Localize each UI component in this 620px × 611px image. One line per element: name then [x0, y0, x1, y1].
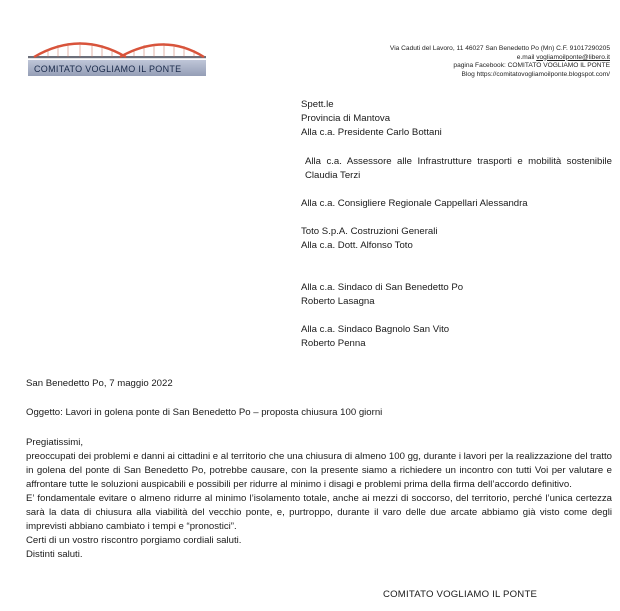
recipient-line: Alla c.a. Presidente Carlo Bottani [301, 127, 442, 138]
recipient-assessore: Alla c.a. Assessore alle Infrastrutture trasporti e mobilità sostenibile Claudia Terzi [305, 156, 612, 181]
committee-logo [28, 36, 208, 78]
header-email-line [340, 54, 610, 63]
letter-body [26, 436, 612, 562]
recipient-line: Provincia di Mantova [301, 113, 391, 124]
header-blog[interactable]: Blog https://comitatovogliamoilponte.blogspot.com/ [461, 70, 610, 78]
recipient-sindaco-sbp [301, 281, 463, 309]
recipient-provincia [301, 98, 442, 140]
recipient-line: Alla c.a. Dott. Alfonso Toto [301, 240, 413, 251]
recipient-toto [301, 225, 438, 253]
letter-greeting: Pregiatissimi, [26, 437, 84, 448]
recipient-consigliere: Alla c.a. Consigliere Regionale Cappellari Alessandra [301, 198, 528, 209]
header-email-link[interactable]: vogliamoilponte@libero.it [536, 53, 610, 61]
logo-text: COMITATO VOGLIAMO IL PONTE [34, 64, 182, 74]
letter-closing: Distinti saluti. [26, 549, 83, 560]
letter-paragraph: Certi di un vostro riscontro porgiamo cordiali saluti. [26, 535, 242, 546]
recipient-line: Roberto Penna [301, 338, 366, 349]
letter-date: San Benedetto Po, 7 maggio 2022 [26, 378, 173, 389]
letter-signature: COMITATO VOGLIAMO IL PONTE [383, 589, 538, 600]
recipient-line: Alla c.a. Sindaco Bagnolo San Vito [301, 324, 450, 335]
recipient-line: Toto S.p.A. Costruzioni Generali [301, 226, 438, 237]
header-address: Via Caduti del Lavoro, 11 46027 San Benedetto Po (Mn) C.F. 91017290205 [389, 45, 610, 52]
letter-subject: Oggetto: Lavori in golena ponte di San Benedetto Po – proposta chiusura 100 giorni [26, 407, 383, 418]
recipient-line: Roberto Lasagna [301, 296, 375, 307]
letterhead-contacts [340, 45, 610, 79]
recipient-sindaco-bagnolo [301, 323, 449, 351]
header-facebook: pagina Facebook: COMITATO VOGLIAMO IL PONTE [453, 62, 610, 70]
letter-paragraph: preoccupati dei problemi e danni ai cittadini e al territorio che una chiusura di almeno 100 gg, durante i lavori per la realizzazione del tratto in golena del ponte di San Benedetto Po, potrebbe causare, con la presente siamo a richiedere un incontro con tutti Voi per valutare e affrontare tutte le soluzioni auspicabili e possibili per ridurre al minimo i disagi e problemi prima della firma dell’accordo definitivo. [26, 451, 612, 490]
header-email-label: e.mail [516, 53, 535, 61]
letter-paragraph: E’ fondamentale evitare o almeno ridurre al minimo l’isolamento totale, anche ai mezzi di soccorso, del territorio, perché l’unica certezza sarà la data di chiusura alla viabilità del vecchio ponte, e, purtroppo, durante il varo delle due arcate abbiamo già visto come degli imprevisti abbiano cambiato i tempi e “pronostici”. [26, 493, 612, 532]
recipient-line: Alla c.a. Sindaco di San Benedetto Po [301, 282, 464, 293]
recipient-line: Spett.le [301, 99, 334, 110]
